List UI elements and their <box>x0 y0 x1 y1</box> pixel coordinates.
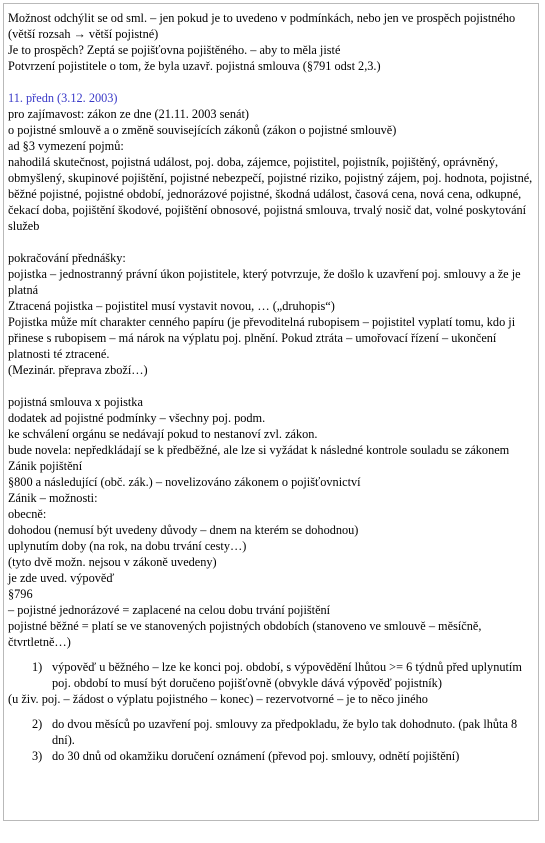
blank-line <box>8 378 533 394</box>
list-item <box>8 748 533 764</box>
list-item-text: do 30 dnů od okamžiku doručení oznámení (převod poj. smlouvy, odnětí pojištění) <box>52 749 460 763</box>
blank-line <box>8 650 533 659</box>
document-page <box>3 3 539 821</box>
paragraph: Pojistka může mít charakter cenného papíru (je převoditelná rubopisem – pojistitel vyplatí tomu, kdo ji přinese s rubopisem – má nárok na výplatu poj. plnění. Pokud ztráta – umořovací řízení – ukončení platnosti té ztracené. <box>8 315 516 361</box>
paragraph: bude novela: nepředkládají se k předběžné, ale lze si vyžádat k následné kontrole souladu se zákonem <box>8 443 510 457</box>
list-number: 2) <box>32 717 43 731</box>
paragraph: – pojistné jednorázové = zaplacené na celou dobu trvání pojištění <box>8 603 331 617</box>
list-item-text: do dvou měsíců po uzavření poj. smlouvy za předpokladu, že bylo tak dohodnuto. (pak lhůta 8 dní). <box>52 717 518 747</box>
paragraph: §796 <box>8 587 33 601</box>
life-insurance-note: (u živ. poj. – žádost o výplatu pojistného – konec) – rezervotvorné – je to něco jiného <box>8 692 428 706</box>
paragraph: o pojistné smlouvě a o změně souvisejících zákonů (zákon o pojistné smlouvě) <box>8 123 397 137</box>
paragraph: (Mezinár. přeprava zboží…) <box>8 363 148 377</box>
list-number: 3) <box>32 749 43 763</box>
paragraph: Možnost odchýlit se od sml. – jen pokud je to uvedeno v podmínkách, nebo jen ve prospěch pojistného (větší rozsah → větší pojistné) <box>8 11 516 41</box>
blank-line <box>8 234 533 250</box>
paragraph: (tyto dvě možn. nejsou v zákoně uvedeny) <box>8 555 217 569</box>
paragraph: Zánik – možnosti: <box>8 491 98 505</box>
paragraph: dohodou (nemusí být uvedeny důvody – dnem na kterém se dohodnou) <box>8 523 359 537</box>
paragraph: uplynutím doby (na rok, na dobu trvání cesty…) <box>8 539 247 553</box>
list-item <box>8 716 533 748</box>
intro-block <box>8 10 533 74</box>
paragraph: nahodilá skutečnost, pojistná událost, poj. doba, zájemce, pojistitel, pojistník, pojištěný, oprávněný, obmyšlený, skupinové pojištění, pojistné nebezpečí, pojistné riziko, pojistný zájem, poj. hodnota, pojistné, běžné pojistné, pojistné období, jednorázové pojistné, škodná událost, časová cena, nová cena, odkupné, čekací doba, pojištění škodové, pojištění obnosové, pojistná smlouva, trvalý nosič dat, volné poskytování služeb <box>8 155 533 233</box>
paragraph: ad §3 vymezení pojmů: <box>8 139 124 153</box>
paragraph: ke schválení orgánu se nedávají pokud to nestanoví zvl. zákon. <box>8 427 318 441</box>
numbered-list <box>8 716 533 764</box>
paragraph: pojistné běžné = platí se ve stanovených pojistných obdobích (stanoveno ve smlouvě – měsíčně, čtvrtletně…) <box>8 619 482 649</box>
numbered-list <box>8 659 533 691</box>
blank-line <box>8 707 533 716</box>
paragraph: obecně: <box>8 507 47 521</box>
paragraph: Ztracená pojistka – pojistitel musí vystavit novou, … („druhopis“) <box>8 299 335 313</box>
paragraph: dodatek ad pojistné podmínky – všechny poj. podm. <box>8 411 266 425</box>
paragraph: je zde uved. výpověď <box>8 571 115 585</box>
paragraph: §800 a následující (obč. zák.) – novelizováno zákonem o pojišťovnictví <box>8 475 361 489</box>
paragraph: pojistná smlouva x pojistka <box>8 395 143 409</box>
continuation-block <box>8 250 533 378</box>
paragraph: pro zajímavost: zákon ze dne (21.11. 2003 senát) <box>8 107 249 121</box>
contract-section-block <box>8 394 533 650</box>
list-item-text: výpověď u běžného – lze ke konci poj. období, s výpovědění lhůtou >= 6 týdnů před uplynutím poj. období to musí být doručeno pojišťovně (obvykle dává výpověď pojistník) <box>52 660 522 690</box>
blank-line <box>8 74 533 90</box>
paragraph: Je to prospěch? Zeptá se pojišťovna pojištěného. – aby to měla jisté <box>8 43 341 57</box>
document-body <box>8 10 533 764</box>
list-item <box>8 659 533 691</box>
paragraph: pojistka – jednostranný právní úkon pojistitele, který potvrzuje, že došlo k uzavření poj. smlouvy a že je platná <box>8 267 521 297</box>
list-number: 1) <box>32 660 43 674</box>
paragraph: pokračování přednášky: <box>8 251 126 265</box>
paragraph: Potvrzení pojistitele o tom, že byla uzavř. pojistná smlouva (§791 odst 2,3.) <box>8 59 381 73</box>
lecture-heading: 11. předn (3.12. 2003) <box>8 91 118 105</box>
lecture-intro-block <box>8 106 533 234</box>
paragraph: Zánik pojištění <box>8 459 83 473</box>
